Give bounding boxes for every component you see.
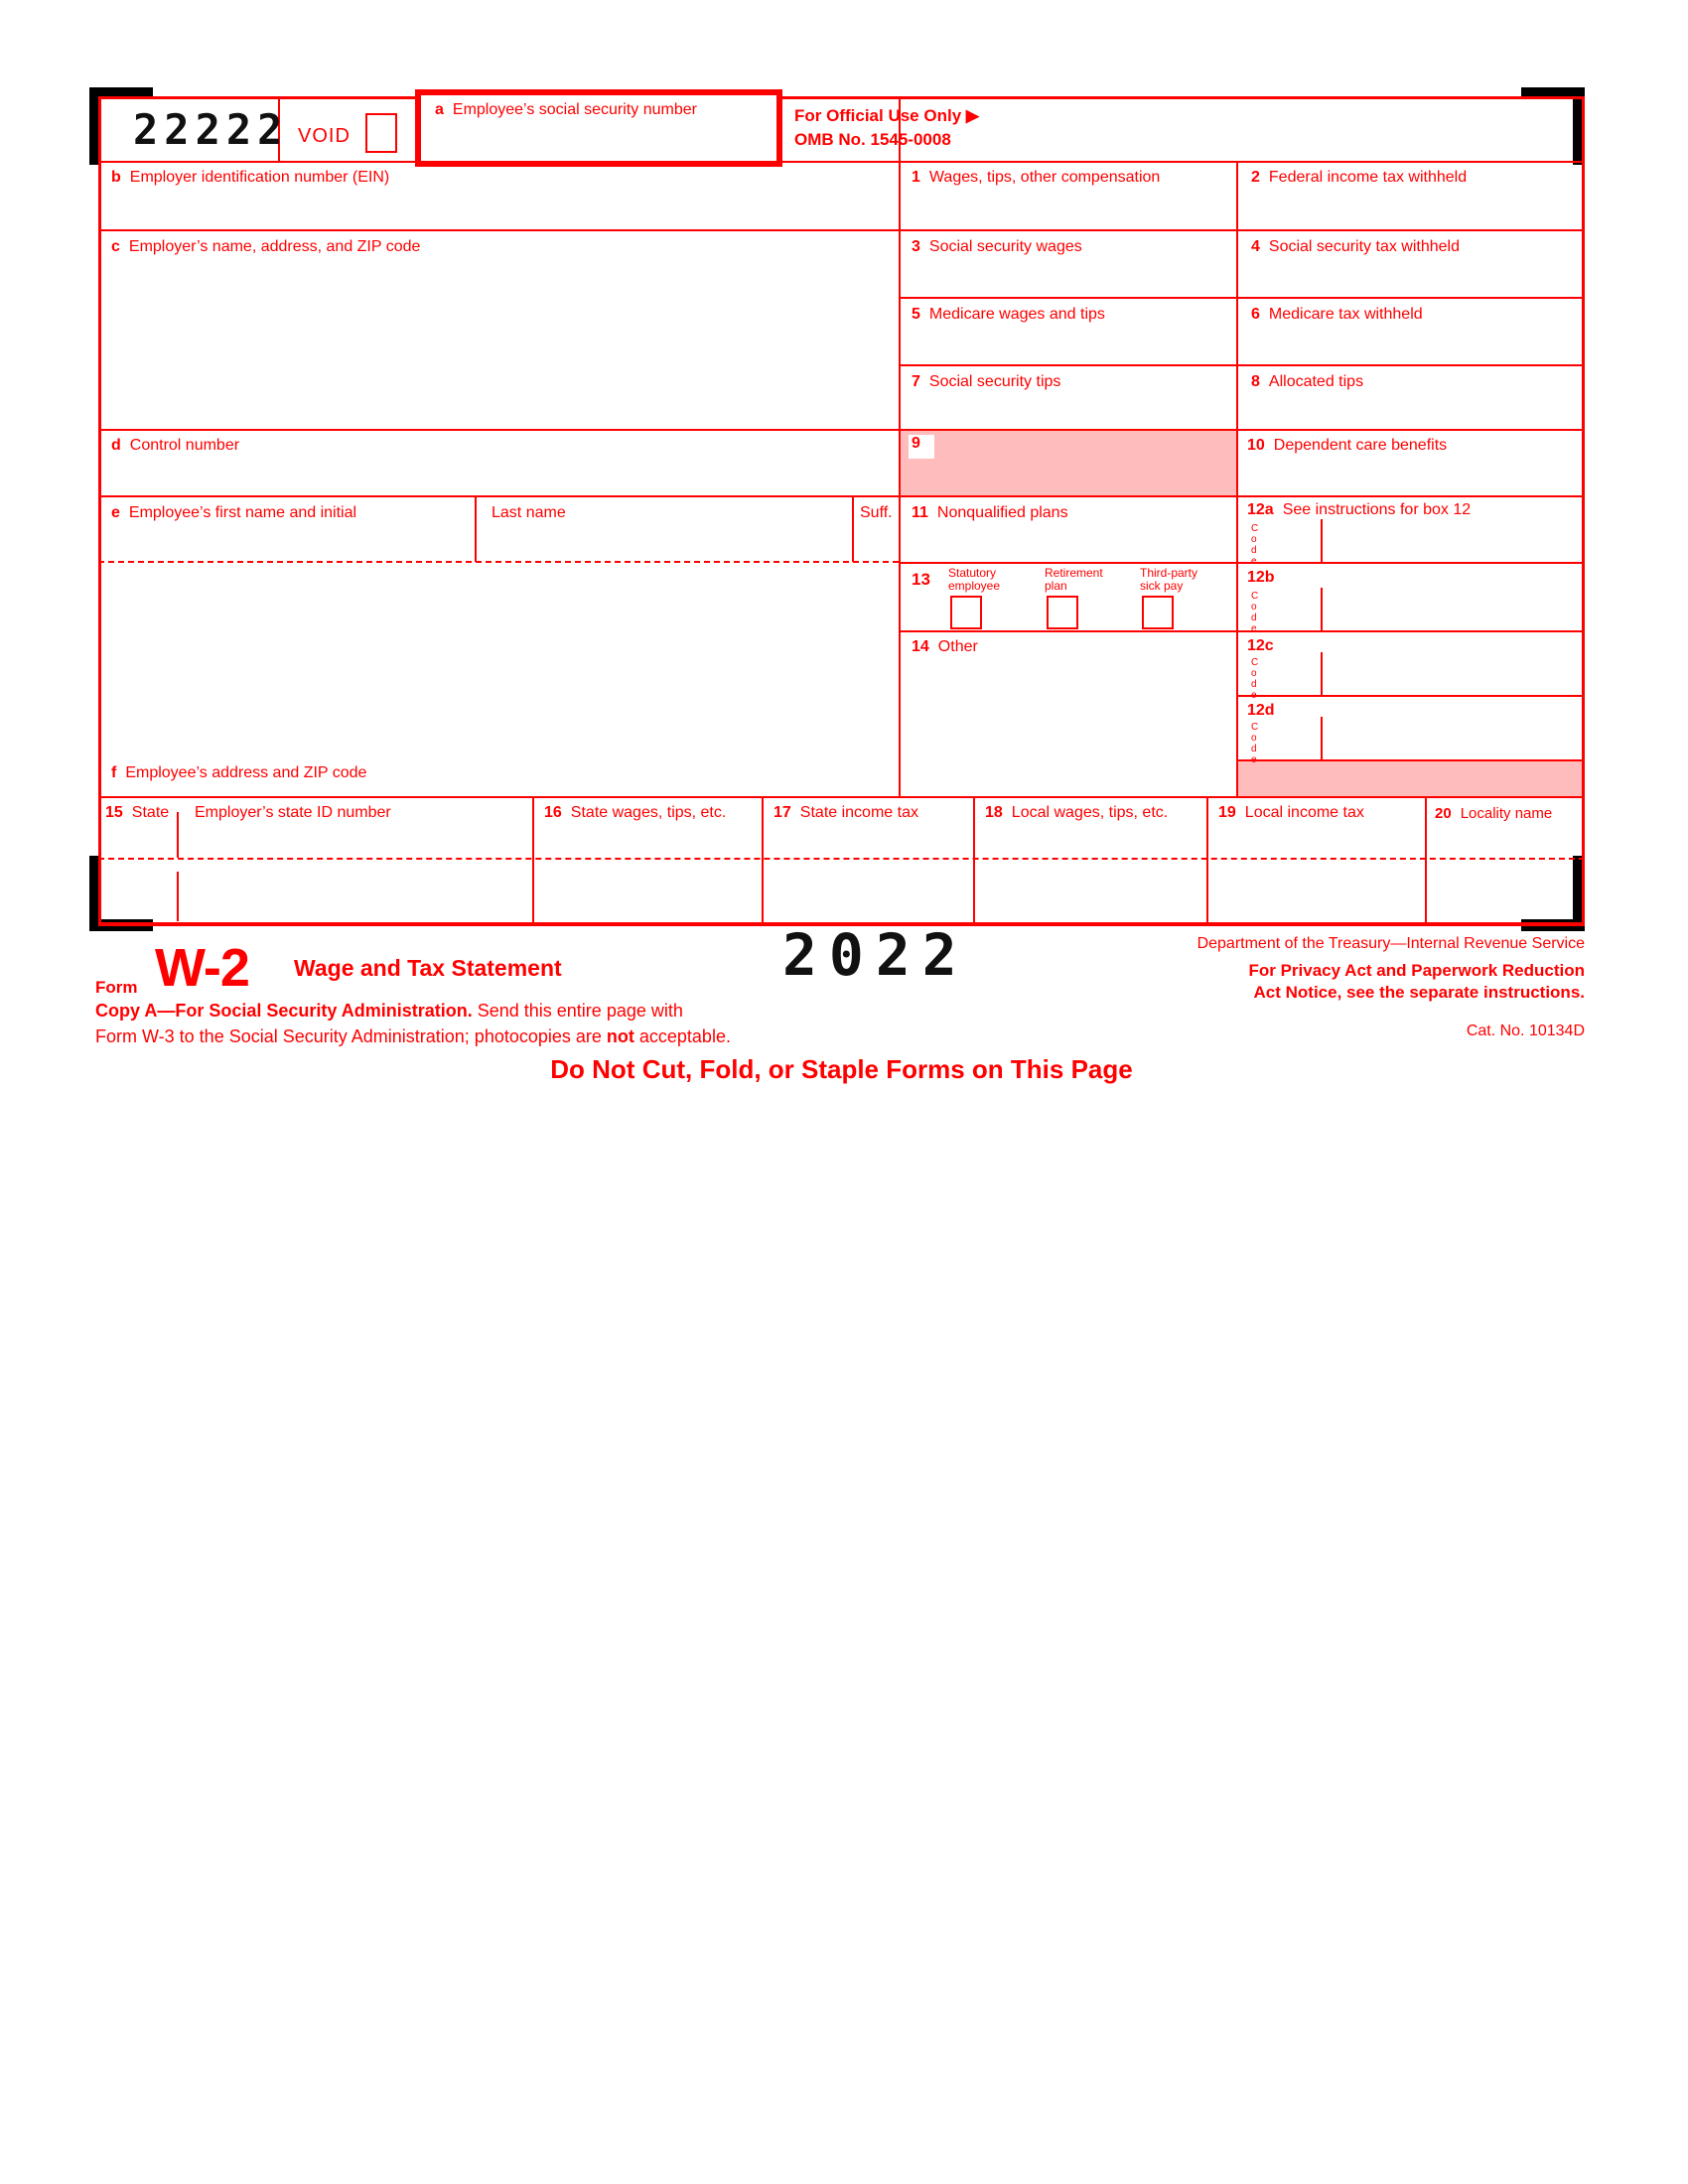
- copy-a-line2-not: not: [606, 1026, 634, 1046]
- grid-line: [1582, 96, 1585, 926]
- box-6-number: 6: [1251, 306, 1260, 323]
- retirement-plan-label: [1045, 567, 1103, 593]
- retirement-plan-label-line2: plan: [1045, 579, 1067, 593]
- box-12a: [1247, 501, 1471, 519]
- box-20-label: Locality name: [1460, 805, 1553, 822]
- grid-line: [899, 364, 1585, 366]
- form-title: Wage and Tax Statement: [294, 955, 562, 981]
- box-a-ssn: [415, 89, 782, 167]
- grid-line: [98, 796, 1585, 798]
- employer-state-id-label: Employer’s state ID number: [195, 804, 391, 821]
- code-entry-divider: [1321, 519, 1323, 562]
- grid-line: [1425, 796, 1427, 923]
- grid-line: [1206, 796, 1208, 923]
- box-b-ein: [111, 169, 389, 187]
- box-c-label: Employer’s name, address, and ZIP code: [128, 238, 421, 255]
- grid-line: [98, 96, 1585, 99]
- catalog-number: Cat. No. 10134D: [1466, 1023, 1585, 1039]
- code-entry-divider: [1321, 588, 1323, 630]
- do-not-cut-warning: Do Not Cut, Fold, or Staple Forms on This Page: [550, 1054, 1133, 1084]
- grid-line: [899, 297, 1585, 299]
- box-2-label: Federal income tax withheld: [1268, 169, 1468, 186]
- privacy-notice-line1: For Privacy Act and Paperwork Reduction: [1248, 961, 1585, 980]
- box-18-label: Local wages, tips, etc.: [1011, 804, 1169, 821]
- box-9-number: 9: [909, 435, 934, 459]
- box-12c-code-label: Code: [1251, 657, 1259, 701]
- box-7-number: 7: [912, 373, 920, 390]
- box-15-state-label: State: [131, 804, 170, 821]
- box-15: [105, 804, 169, 822]
- box-e-first-name: [111, 504, 356, 522]
- copy-a-line1: [95, 1001, 683, 1022]
- box-16-number: 16: [544, 804, 562, 821]
- box-12d-code-label: Code: [1251, 722, 1259, 765]
- box-3: [912, 238, 1082, 256]
- box-d-letter: d: [111, 437, 121, 454]
- tax-year: 2022: [782, 921, 969, 989]
- form-code-22222: 22222: [133, 105, 289, 154]
- box-b-label: Employer identification number (EIN): [129, 169, 390, 186]
- box-12a-label: See instructions for box 12: [1282, 501, 1472, 518]
- box-13-number: 13: [912, 570, 930, 589]
- box-18: [985, 804, 1168, 822]
- box-16: [544, 804, 726, 822]
- box-17-number: 17: [774, 804, 791, 821]
- code-entry-divider: [1321, 652, 1323, 695]
- dashed-line: [98, 858, 1585, 860]
- grid-line: [1236, 695, 1585, 697]
- box-4: [1251, 238, 1460, 256]
- box-b-letter: b: [111, 169, 121, 186]
- box-1-label: Wages, tips, other compensation: [928, 169, 1161, 186]
- box-c-employer: [111, 238, 420, 256]
- suffix-label: Suff.: [860, 504, 893, 521]
- box-18-number: 18: [985, 804, 1003, 821]
- copy-a-bold: Copy A—For Social Security Administration.: [95, 1001, 473, 1021]
- box-5: [912, 306, 1105, 324]
- box-16-label: State wages, tips, etc.: [570, 804, 727, 821]
- box-5-number: 5: [912, 306, 920, 323]
- box-11-label: Nonqualified plans: [936, 504, 1068, 521]
- form-number-w2: W-2: [155, 938, 249, 998]
- grid-line: [852, 495, 854, 562]
- box9-shaded-area: [901, 431, 1236, 495]
- statutory-employee-label: [948, 567, 1000, 593]
- box-12a-code-label: Code: [1251, 523, 1259, 567]
- box-10-label: Dependent care benefits: [1273, 437, 1448, 454]
- box-19-label: Local income tax: [1244, 804, 1364, 821]
- dashed-line: [98, 561, 899, 563]
- third-party-sick-pay-label: [1140, 567, 1197, 593]
- grid-line: [899, 630, 1585, 632]
- form-word: Form: [95, 978, 138, 997]
- statutory-employee-checkbox[interactable]: [950, 596, 982, 629]
- box-8-number: 8: [1251, 373, 1260, 390]
- box-3-label: Social security wages: [928, 238, 1082, 255]
- box-11: [912, 504, 1068, 522]
- omb-number: OMB No. 1545-0008: [794, 130, 951, 149]
- box-14-label: Other: [937, 638, 978, 655]
- box-a-label: Employee’s social security number: [452, 101, 697, 118]
- box-10: [1247, 437, 1447, 455]
- grid-line: [98, 229, 1585, 231]
- box-f-address: [111, 764, 366, 782]
- box-3-number: 3: [912, 238, 920, 255]
- box-20: [1435, 805, 1552, 822]
- box-5-label: Medicare wages and tips: [928, 306, 1105, 323]
- box-6-label: Medicare tax withheld: [1268, 306, 1423, 323]
- box-d-label: Control number: [129, 437, 240, 454]
- box-c-letter: c: [111, 238, 120, 255]
- box-11-number: 11: [912, 504, 928, 521]
- box-e-letter: e: [111, 504, 120, 521]
- box-17: [774, 804, 918, 822]
- box-e-label: Employee’s first name and initial: [128, 504, 357, 521]
- box-19-number: 19: [1218, 804, 1236, 821]
- grid-line: [762, 796, 764, 923]
- box-d-control: [111, 437, 239, 455]
- box-1-number: 1: [912, 169, 920, 186]
- box-17-label: State income tax: [799, 804, 918, 821]
- grid-line: [98, 429, 1585, 431]
- copy-a-line2-pre: Form W-3 to the Social Security Administration; photocopies are: [95, 1026, 607, 1046]
- copy-a-line2-post: acceptable.: [633, 1026, 731, 1046]
- box-12a-number: 12a: [1247, 501, 1274, 518]
- statutory-employee-label-line2: employee: [948, 579, 1001, 593]
- copy-a-line2: [95, 1026, 731, 1047]
- box-2-number: 2: [1251, 169, 1260, 186]
- code-entry-divider: [1321, 717, 1323, 759]
- box-15-number: 15: [105, 804, 123, 821]
- box-12c-number: 12c: [1247, 637, 1274, 654]
- grid-line: [98, 96, 101, 926]
- grid-line: [98, 495, 1585, 497]
- state-code-divider: [177, 872, 179, 921]
- grid-line: [98, 161, 1585, 163]
- box-8: [1251, 373, 1363, 391]
- grid-line: [532, 796, 534, 923]
- box-4-label: Social security tax withheld: [1268, 238, 1460, 255]
- box-2: [1251, 169, 1467, 187]
- grid-line: [1236, 161, 1238, 798]
- box-6: [1251, 306, 1423, 324]
- official-use-label: For Official Use Only ▶: [794, 106, 979, 125]
- box-12b-code-label: Code: [1251, 591, 1259, 634]
- third-party-sick-pay-label-line2: sick pay: [1140, 579, 1184, 593]
- third-party-sick-pay-checkbox[interactable]: [1142, 596, 1174, 629]
- third-party-sick-pay-label-line1: Third-party: [1140, 566, 1198, 580]
- box-a-letter: a: [435, 101, 444, 118]
- grid-line: [899, 562, 1585, 564]
- box-8-label: Allocated tips: [1268, 373, 1364, 390]
- statutory-employee-label-line1: Statutory: [948, 566, 997, 580]
- box-f-letter: f: [111, 764, 117, 781]
- box-12d-number: 12d: [1247, 702, 1275, 719]
- void-checkbox[interactable]: [365, 113, 397, 153]
- privacy-notice-line2: Act Notice, see the separate instructions.: [1253, 983, 1585, 1002]
- box-20-number: 20: [1435, 805, 1452, 822]
- box-12b-number: 12b: [1247, 569, 1275, 586]
- copy-a-rest: Send this entire page with: [472, 1001, 683, 1021]
- box-10-number: 10: [1247, 437, 1265, 454]
- box12-shaded-bar: [1238, 761, 1582, 796]
- void-label: VOID: [298, 125, 351, 147]
- box-19: [1218, 804, 1364, 822]
- box-7-label: Social security tips: [928, 373, 1061, 390]
- grid-line: [973, 796, 975, 923]
- last-name-label: Last name: [492, 504, 566, 521]
- box-14: [912, 638, 978, 656]
- state-code-divider: [177, 812, 179, 858]
- box-14-number: 14: [912, 638, 929, 655]
- box-f-label: Employee’s address and ZIP code: [125, 764, 367, 781]
- department-line: Department of the Treasury—Internal Revenue Service: [1196, 935, 1585, 952]
- retirement-plan-checkbox[interactable]: [1047, 596, 1078, 629]
- grid-line: [475, 495, 477, 562]
- retirement-plan-label-line1: Retirement: [1045, 566, 1103, 580]
- box-1: [912, 169, 1160, 187]
- box-7: [912, 373, 1060, 391]
- box-4-number: 4: [1251, 238, 1260, 255]
